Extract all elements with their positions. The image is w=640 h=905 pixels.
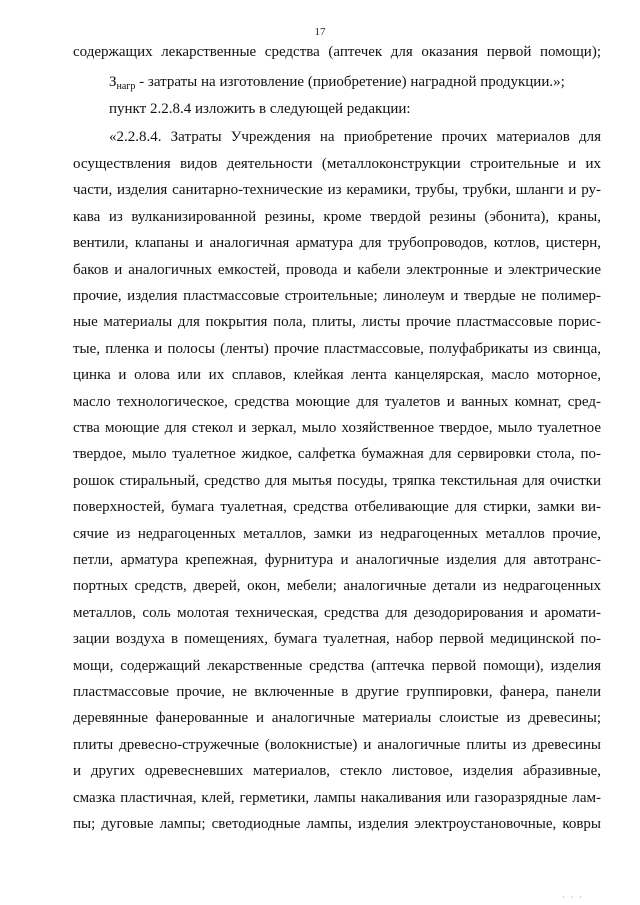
text-line: твердое, мыло туалетное жидкое, салфетка бумажная для сервировки стола, по- [73, 446, 601, 462]
text-line: пы; дуговые лампы; светодиодные лампы, изделия электроустановочные, ковры [73, 816, 601, 832]
text-line: поверхностей, бумага туалетная, средства отбеливающие для стирки, замки ви- [73, 499, 601, 515]
text-line: плиты древесно-стружечные (волокнистые) и аналогичные плиты из древесины [73, 737, 601, 753]
text-line: прочие, изделия пластмассовые строительные; линолеум и твердые не полимер- [73, 288, 601, 304]
text-line: металлов, соль молотая техническая, средства для дезодорирования и аромати- [73, 605, 601, 621]
formula-description: - затраты на изготовление (приобретение) наградной продукции.»; [135, 74, 565, 90]
paragraph-first-line: «2.2.8.4. Затраты Учреждения на приобретение прочих материалов для [109, 129, 601, 145]
page-number: 17 [314, 26, 326, 38]
text-line: ные материалы для покрытия пола, плиты, листы прочие пластмассовые порис- [73, 314, 601, 330]
text-line: осуществления видов деятельности (металлоконструкции строительные и их [73, 156, 601, 172]
text-line: цинка и олова или их сплавов, клейкая лента канцелярская, масло моторное, [73, 367, 601, 383]
formula-symbol: З [109, 74, 117, 90]
formula-subscript: нагр [116, 81, 136, 92]
text-line: масло технологическое, средства моющие для туалетов и ванных комнат, сред- [73, 394, 601, 410]
text-line: рошок стиральный, средство для мытья посуды, тряпка текстильная для очистки [73, 473, 601, 489]
text-line: сячие из недрагоценных металлов, замки из недрагоценных металлов прочие, [73, 526, 601, 542]
text-line: кава из вулканизированной резины, кроме твердой резины (эбонита), краны, [73, 209, 601, 225]
text-line: пункт 2.2.8.4 изложить в следующей редакции: [109, 101, 411, 117]
text-line: тые, пленка и полосы (ленты) прочие пластмассовые, полуфабрикаты из свинца, [73, 341, 601, 357]
text-line: петли, арматура крепежная, фурнитура и аналогичные изделия для автотранс- [73, 552, 601, 568]
text-line: смазка пластичная, клей, герметики, лампы накаливания или газоразрядные лам- [73, 790, 601, 806]
text-line: мощи, содержащий лекарственные средства (аптечка первой помощи), изделия [73, 658, 601, 674]
text-line: пластмассовые прочие, не включенные в другие группировки, фанера, панели [73, 684, 601, 700]
formula-definition-line [109, 72, 601, 92]
text-line: вентили, клапаны и аналогичная арматура для трубопроводов, котлов, цистерн, [73, 235, 601, 251]
text-line: и других одревесневших материалов, стекло листовое, изделия абразивные, [73, 763, 601, 779]
text-line: портных средств, дверей, окон, мебели; аналогичные детали из недрагоценных [73, 578, 601, 594]
corner-mark: · · · [562, 893, 584, 902]
text-line: ства моющие для стекол и зеркал, мыло хозяйственное твердое, мыло туалетное [73, 420, 601, 436]
text-line: содержащих лекарственные средства (аптечек для оказания первой помощи); [73, 44, 601, 60]
text-line: баков и аналогичных емкостей, провода и кабели электронные и электрические [73, 262, 601, 278]
text-line: зации воздуха в помещениях, бумага туалетная, набор первой медицинской по- [73, 631, 601, 647]
text-line: деревянные фанерованные и аналогичные материалы слоистые из древесины; [73, 710, 601, 726]
text-line: части, изделия санитарно-технические из керамики, трубы, трубки, шланги и ру- [73, 182, 601, 198]
